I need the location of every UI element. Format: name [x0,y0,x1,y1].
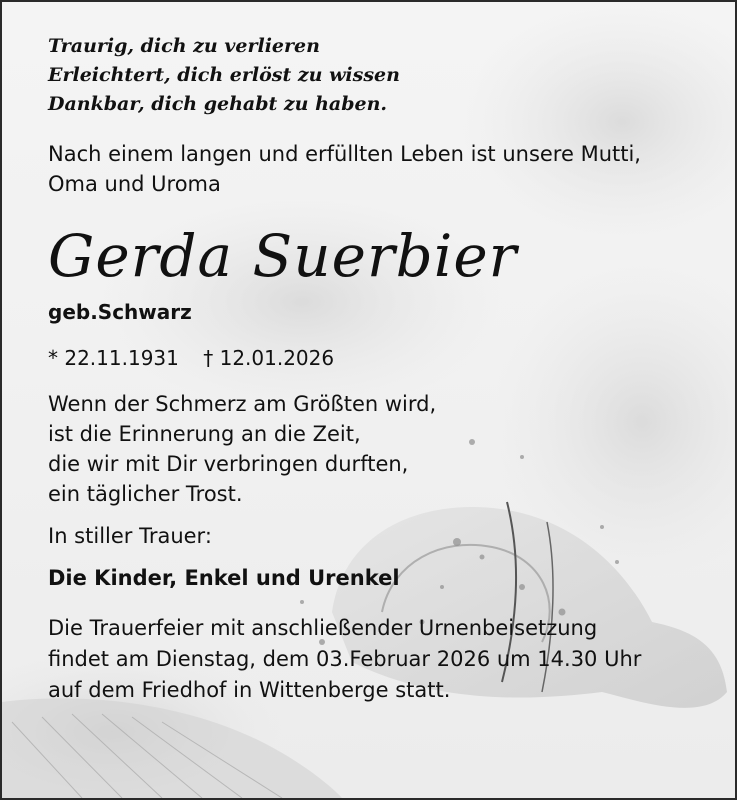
poem-line: Erleichtert, dich erlöst zu wissen [48,64,400,86]
poem-line: Traurig, dich zu verlieren [48,35,320,57]
maiden-name: geb.Schwarz [48,300,192,324]
service-line: Die Trauerfeier mit anschließender Urnenbeisetzung [48,616,598,640]
deceased-name: Gerda Suerbier [48,222,518,290]
quote-line: Wenn der Schmerz am Größten wird, [48,392,437,416]
feather-shape [2,698,342,798]
family-signature: Die Kinder, Enkel und Urenkel [48,566,400,590]
intro-line: Oma und Uroma [48,172,221,196]
notice-content [48,32,698,706]
quote-line: die wir mit Dir verbringen durften, [48,452,409,476]
mourning-label: In stiller Trauer: [48,524,212,548]
intro-text [48,139,698,199]
opening-poem [48,32,698,119]
intro-line: Nach einem langen und erfüllten Leben ist unsere Mutti, [48,142,641,166]
service-line: findet am Dienstag, dem 03.Februar 2026 um 14.30 Uhr [48,647,642,671]
memorial-quote [48,389,698,509]
service-line: auf dem Friedhof in Wittenberge statt. [48,678,451,702]
quote-line: ist die Erinnerung an die Zeit, [48,422,361,446]
quote-line: ein täglicher Trost. [48,482,243,506]
birth-date: * 22.11.1931 [48,346,179,370]
death-date: † 12.01.2026 [203,346,335,370]
poem-line: Dankbar, dich gehabt zu haben. [48,93,388,115]
life-dates [48,345,698,371]
service-details [48,613,698,706]
